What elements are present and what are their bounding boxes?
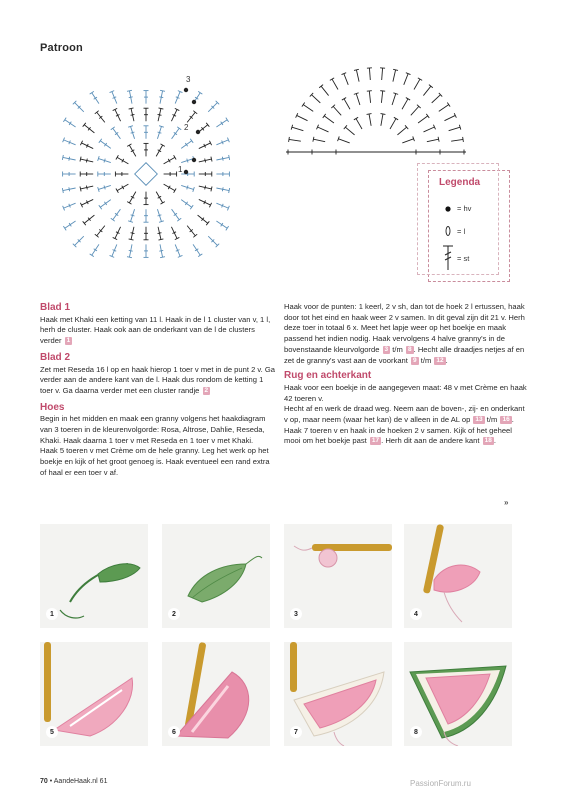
legend-title: Legenda <box>439 177 481 188</box>
rug-text-b: Hecht af en werk de draad weg. Neem aan de boven-, zij- en onderkant v op, maar neem (waar het kan) de v alleen in de AL op <box>284 404 525 425</box>
legend-label-st: = st <box>457 253 470 263</box>
photo-label: 5 <box>46 726 58 738</box>
step-photo-6 <box>162 642 270 746</box>
page-footer <box>40 778 107 785</box>
photo-label: 1 <box>46 608 58 620</box>
treble-icon <box>439 243 457 273</box>
legend-label-l: = l <box>457 226 466 236</box>
points-text-b: t/m <box>392 344 403 354</box>
step-badge: 17 <box>371 437 380 445</box>
points-text-a: Haak voor de punten: 1 keerl, 2 v sh, dan tot de hoek 2 l ertussen, haak door tot het eind en haak weer 2 v samen. In dit geval zijn dit 21 v. Herh deze toer in totaal 6 x. Meet het lapje weer op het boekje en maak passend het indien nodig. Haak vervolgens 4 halve granny's in de bovenstaande kleurvolgorde <box>284 302 525 354</box>
continue-arrows: » <box>504 498 509 507</box>
step-badge: 2 <box>204 386 209 394</box>
blad2-body: Zet met Reseda 16 l op en haak hierop 1 toer v met in de punt 2 v. Ga verder aan de andere kant van de l. Haak dus rondom de ketting 1 toer v. Ga daarna verder met een cluster randje <box>40 364 275 395</box>
diagram-label-1: 1 <box>178 165 183 174</box>
diagram-label-3: 3 <box>186 75 191 84</box>
photo-label: 4 <box>410 608 422 620</box>
page-number: 70 <box>40 778 48 785</box>
step-badge: 16 <box>502 416 510 424</box>
legend-row-l <box>439 225 465 237</box>
rug-text-c: t/m <box>486 415 498 425</box>
loop-icon <box>439 225 457 237</box>
watermark: PassionForum.ru <box>410 779 471 788</box>
step-badge: 12 <box>436 356 444 364</box>
rug-paragraph-1: Haak voor een boekje in de aangegeven maat: 48 v met Crème en haak 42 toeren v. <box>284 382 527 403</box>
footer-bullet: • <box>49 778 53 785</box>
publication-name: AandeHaak.nl 61 <box>53 778 108 785</box>
dot-icon <box>439 205 457 213</box>
points-text-d: t/m <box>420 355 432 365</box>
step-badge: 9 <box>413 356 417 364</box>
step-badge: 3 <box>384 345 389 353</box>
heading-rug: Rug en achterkant <box>284 370 372 382</box>
section-title: Patroon <box>40 42 83 54</box>
heading-hoes: Hoes <box>40 401 65 413</box>
legend-row-st <box>439 243 469 273</box>
step-photo-2 <box>162 524 270 628</box>
rug-paragraph-2 <box>284 404 528 447</box>
step-photo-5 <box>40 642 148 746</box>
rug-text-f: . <box>493 436 496 446</box>
granny-square-diagram <box>36 62 256 302</box>
photo-label: 8 <box>410 726 422 738</box>
step-badge: 8 <box>407 345 412 353</box>
blad1-body: Haak met Khaki een ketting van 11 l. Haak in de l 1 cluster van v, 1 l, herh de cluster. Haak ook aan de onderkant van de l de clusters verder <box>40 314 271 346</box>
left-column <box>40 300 275 479</box>
points-text-c: . Hecht alle draadjes netjes af en zet de granny's vast aan de voorkant <box>284 344 525 365</box>
heading-blad1: Blad 1 <box>40 302 71 313</box>
legend-label-hv: = hv <box>457 204 472 213</box>
half-granny-fan-diagram <box>280 40 472 162</box>
step-photo-8 <box>404 642 512 746</box>
blad2-text <box>40 365 275 397</box>
blad1-text <box>40 315 275 347</box>
step-badge: 18 <box>484 437 492 445</box>
step-badge: 13 <box>475 416 483 424</box>
points-text-e: . <box>445 355 448 365</box>
rug-text-e: . Herh dit aan de andere kant <box>381 436 480 446</box>
rug-text-d: . Haak 7 toeren v en haak in de hoeken 2 v samen. Kijk of het geheel mooi om het boekje past <box>284 415 514 446</box>
heading-blad2: Blad 2 <box>40 351 71 363</box>
photo-label: 7 <box>290 726 302 738</box>
legend-box <box>428 170 510 282</box>
step-photo-3 <box>284 524 392 628</box>
points-paragraph <box>284 302 528 366</box>
photo-label: 6 <box>168 726 180 738</box>
legend-row-hv <box>439 204 471 213</box>
hoes-paragraph-2: Haak 5 toeren v met Crème om de hele granny. Leg het werk op het boekje en kijk of het groot genoeg is. Haak eventueel een rand extra of haal er een toer v af. <box>40 446 270 477</box>
photo-label: 3 <box>290 608 302 620</box>
step-photo-1 <box>40 524 148 628</box>
photo-label: 2 <box>168 608 180 620</box>
right-column <box>284 300 528 447</box>
step-badge: 1 <box>66 337 71 345</box>
diagram-label-2: 2 <box>184 123 189 132</box>
step-photo-7 <box>284 642 392 746</box>
hoes-paragraph-1: Begin in het midden en maak een granny volgens het haakdiagram van 3 toeren in de kleurenvolgorde: Rosa, Altrose, Dahlie, Reseda, Khaki. Haak daarna 1 toer v met Reseda en 1 toer v met Khaki. <box>40 414 266 445</box>
step-photo-4 <box>404 524 512 628</box>
